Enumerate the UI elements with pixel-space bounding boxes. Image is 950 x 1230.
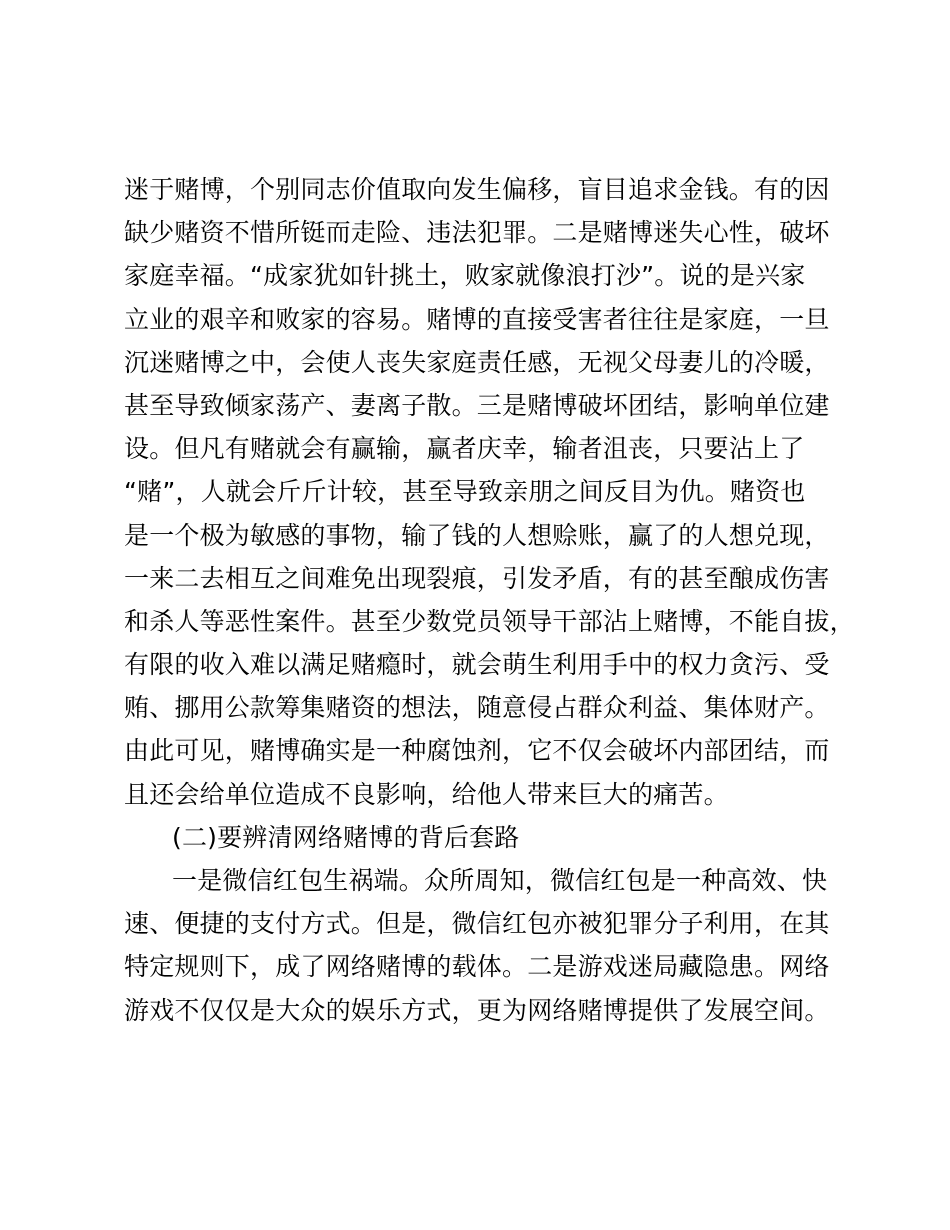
text-line: 立业的艰辛和败家的容易。赌博的直接受害者往往是家庭，一旦 [124, 304, 830, 334]
text-line: 由此可见，赌博确实是一种腐蚀剂，它不仅会破坏内部团结，而 [124, 736, 830, 766]
text-line: 沉迷赌博之中，会使人丧失家庭责任感，无视父母妻儿的冷暖， [124, 347, 830, 377]
text-line: 迷于赌博，个别同志价值取向发生偏移，盲目追求金钱。有的因 [124, 175, 830, 204]
paragraph-start-line: 一是微信红包生祸端。众所周知，微信红包是一种高效、快 [172, 866, 828, 895]
text-line: 且还会给单位造成不良影响，给他人带来巨大的痛苦。 [124, 779, 729, 809]
text-line: 游戏不仅仅是大众的娱乐方式，更为网络赌博提供了发展空间。 [124, 995, 830, 1025]
text-line: 特定规则下，成了网络赌博的载体。二是游戏迷局藏隐患。网络 [124, 952, 830, 982]
section-heading: (二)要辨清网络赌博的背后套路 [172, 822, 520, 852]
text-line: “赌”，人就会斤斤计较，甚至导致亲朋之间反目为仇。赌资也 [124, 477, 806, 507]
text-line: 贿、挪用公款筹集赌资的想法，随意侵占群众利益、集体财产。 [124, 693, 830, 723]
text-line: 设。但凡有赌就会有赢输，赢者庆幸，输者沮丧，只要沾上了 [124, 434, 805, 464]
text-line: 一来二去相互之间难免出现裂痕，引发矛盾，有的甚至酿成伤害 [124, 563, 830, 593]
text-line: 家庭幸福。“成家犹如针挑土，败家就像浪打沙”。说的是兴家 [124, 261, 806, 291]
text-line: 速、便捷的支付方式。但是，微信红包亦被犯罪分子利用，在其 [124, 909, 830, 939]
text-line: 缺少赌资不惜所铤而走险、违法犯罪。二是赌博迷失心性，破坏 [124, 218, 830, 248]
text-line: 有限的收入难以满足赌瘾时，就会萌生利用手中的权力贪污、受 [124, 650, 830, 680]
text-line: 和杀人等恶性案件。甚至少数党员领导干部沾上赌博，不能自拔， [124, 606, 855, 636]
text-line: 是一个极为敏感的事物，输了钱的人想赊账，赢了的人想兑现， [124, 520, 830, 550]
body-text [124, 168, 855, 1032]
text-line: 甚至导致倾家荡产、妻离子散。三是赌博破坏团结，影响单位建 [124, 390, 830, 420]
